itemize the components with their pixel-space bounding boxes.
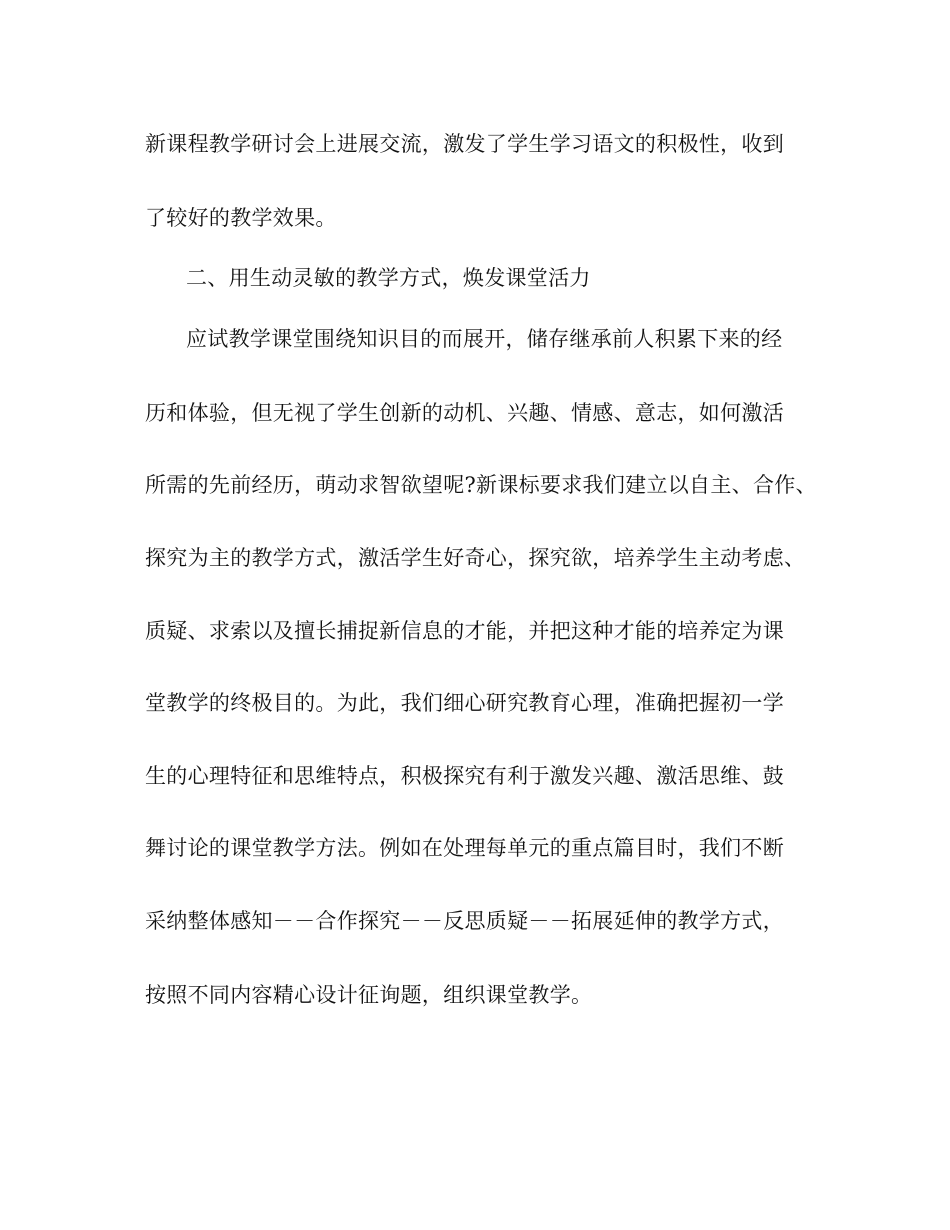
section-heading: 二、用生动灵敏的教学方式，焕发课堂活力	[186, 266, 591, 290]
paragraph-line-5: 所需的先前经历，萌动求智欲望呢?新课标要求我们建立以自主、合作、	[145, 473, 817, 497]
paragraph-line-1: 新课程教学研讨会上进展交流，激发了学生学习语文的积极性，收到	[145, 132, 784, 156]
paragraph-line-2: 了较好的教学效果。	[145, 206, 337, 230]
paragraph-line-10: 舞讨论的课堂教学方法。例如在处理每单元的重点篇目时，我们不断	[145, 836, 784, 860]
paragraph-line-8: 堂教学的终极目的。为此，我们细心研究教育心理，准确把握初一学	[145, 691, 784, 715]
paragraph-line-7: 质疑、求索以及擅长捕捉新信息的才能，并把这种才能的培养定为课	[145, 619, 784, 643]
paragraph-line-3: 应试教学课堂围绕知识目的而展开，储存继承前人积累下来的经	[186, 327, 783, 351]
paragraph-line-9: 生的心理特征和思维特点，积极探究有利于激发兴趣、激活思维、鼓	[145, 764, 784, 788]
paragraph-line-4: 历和体验，但无视了学生创新的动机、兴趣、情感、意志，如何激活	[145, 401, 784, 425]
paragraph-line-12: 按照不同内容精心设计征询题，组织课堂教学。	[145, 983, 593, 1007]
paragraph-line-6: 探究为主的教学方式，激活学生好奇心，探究欲，培养学生主动考虑、	[145, 546, 806, 570]
paragraph-line-11: 采纳整体感知－－合作探究－－反思质疑－－拓展延伸的教学方式，	[145, 909, 784, 933]
